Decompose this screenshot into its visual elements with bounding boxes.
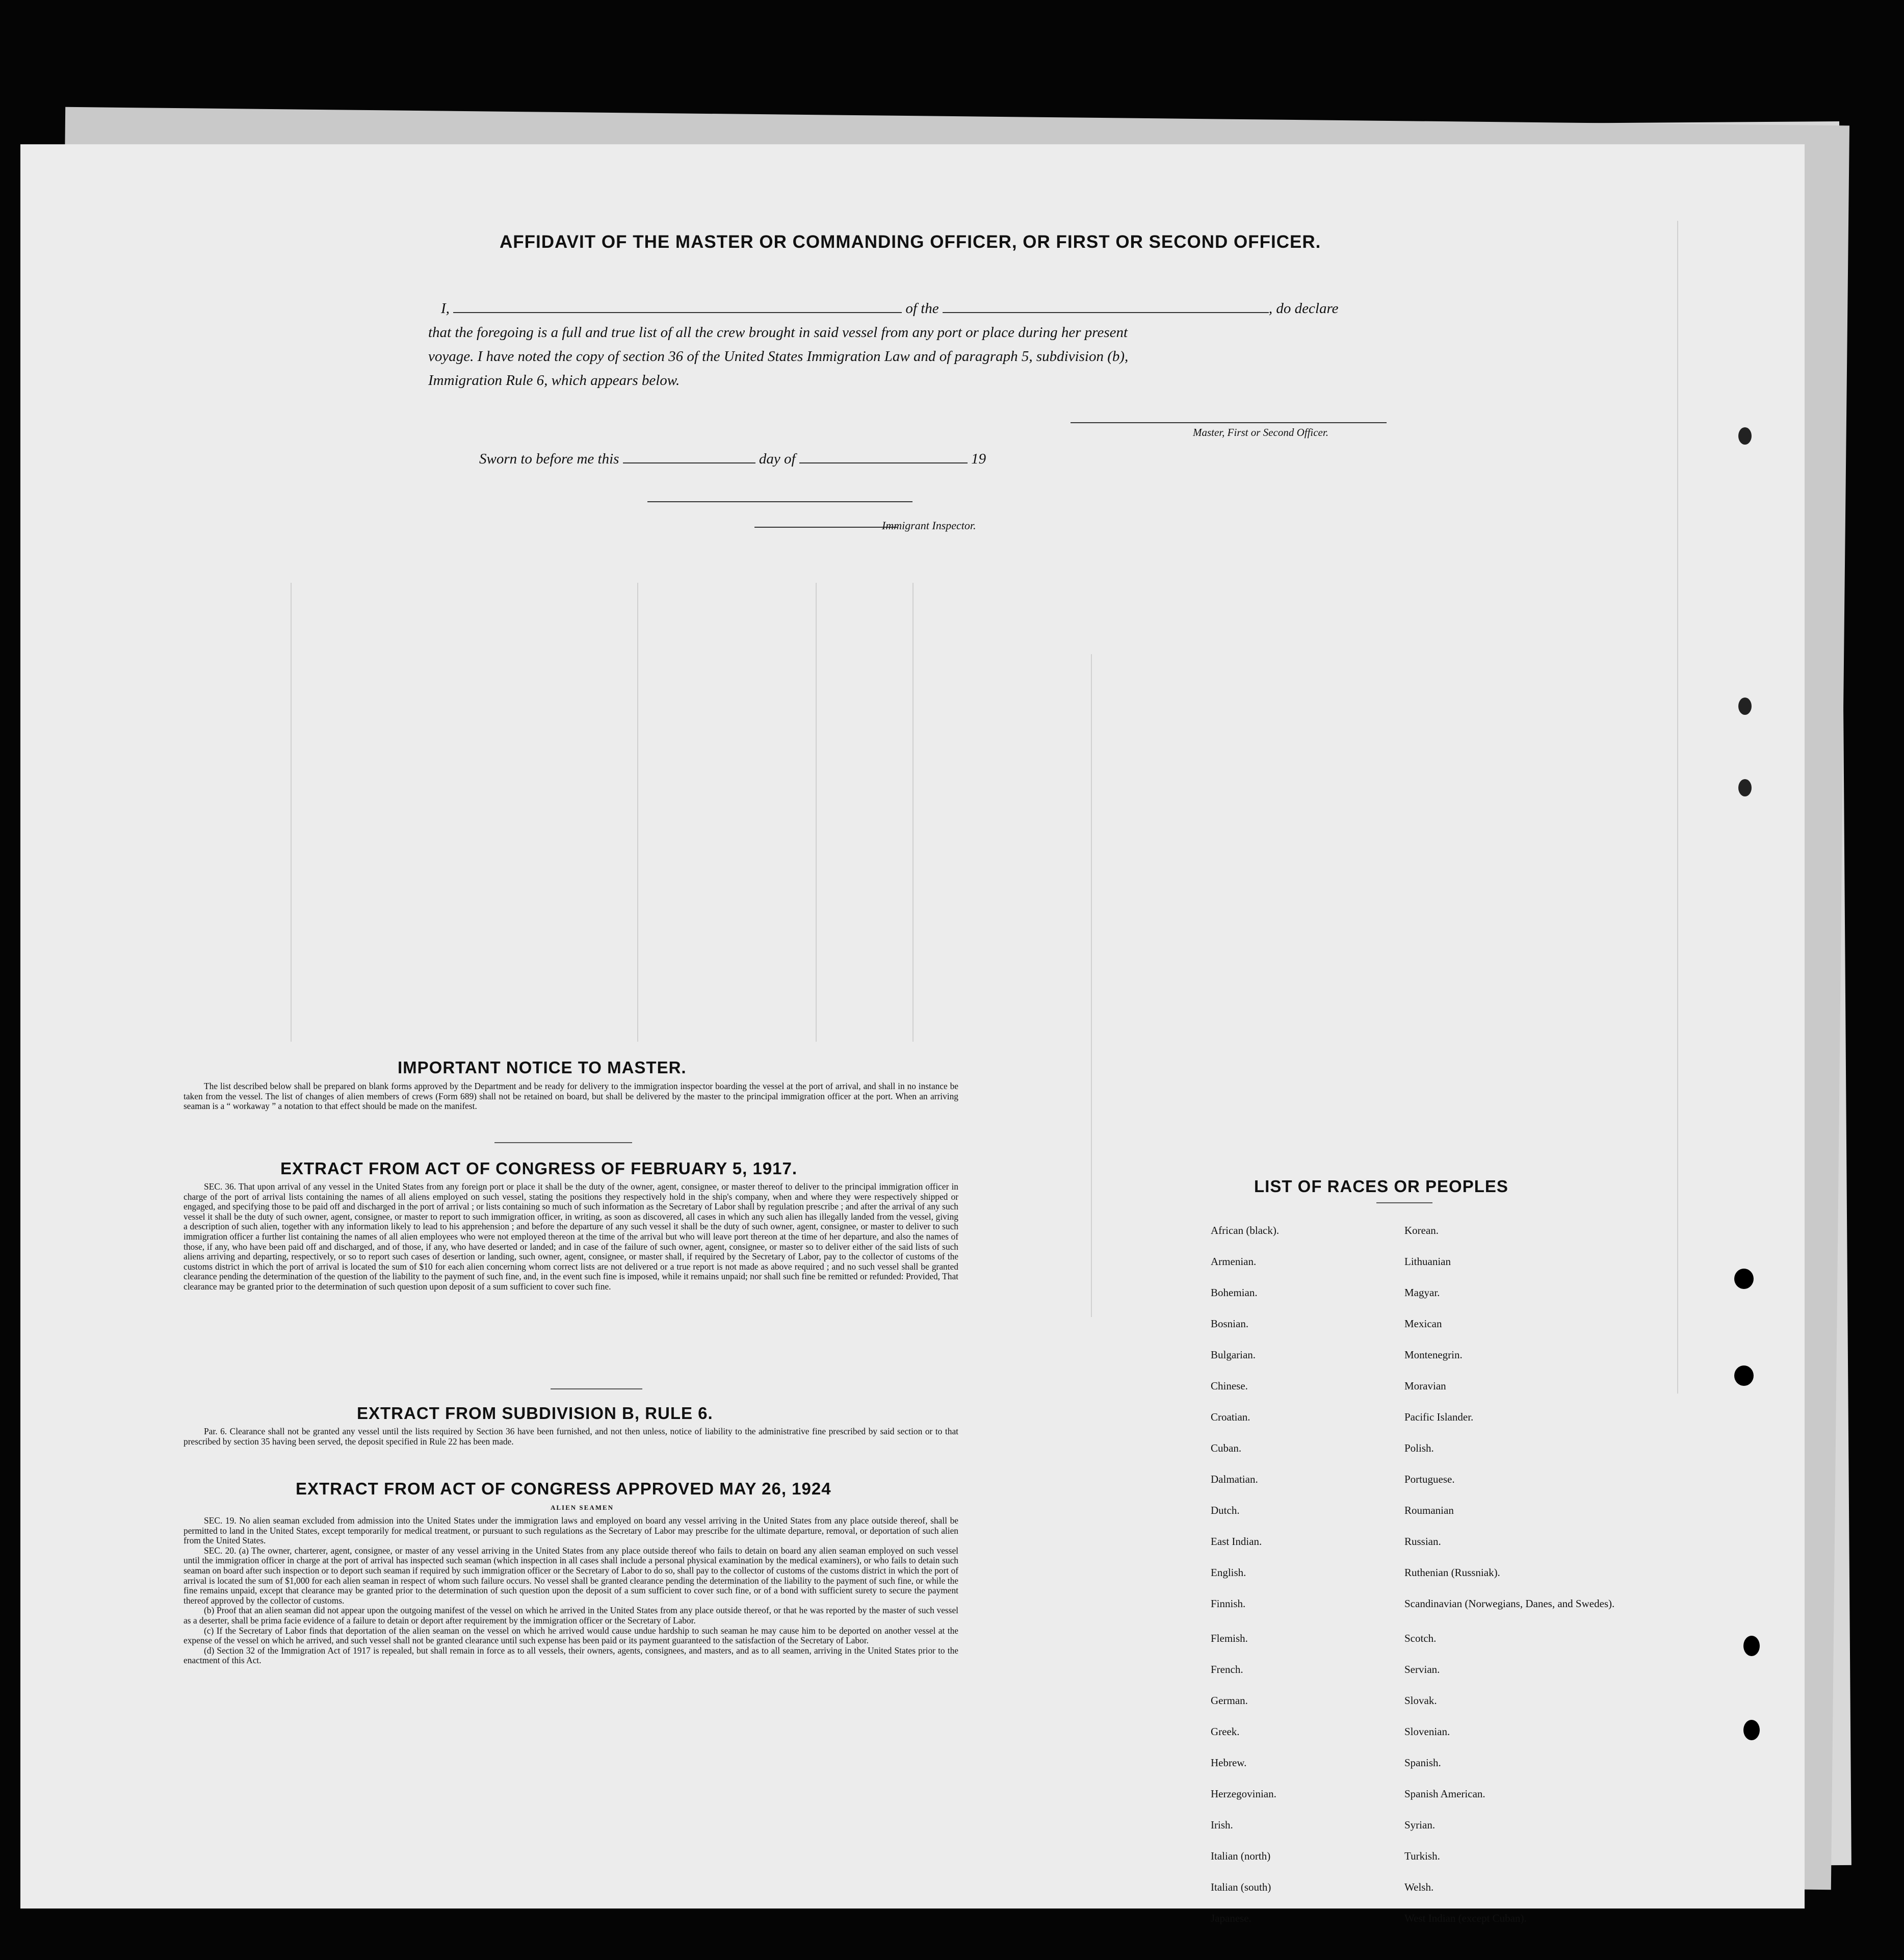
race-item: Dalmatian. (1211, 1473, 1258, 1485)
declaration-text-line-2: that the foregoing is a full and true list of all the crew brought in said vessel from any port or place during her present (428, 324, 1128, 341)
race-item: Flemish. (1211, 1632, 1248, 1644)
sec-20c-paragraph: (c) If the Secretary of Labor finds that deportation of the alien seaman on the vessel on which he arrived would cause undue hardship to such seaman he may cause him to be deported on another vessel at the expense of the vessel on which he arrived, and such vessel shall not be granted clearance until such expense has been paid or its payment guaranteed to the satisfaction of the Secretary of Labor. (184, 1625, 958, 1646)
races-right-column (1404, 1224, 1619, 1943)
inspector-label: Immigrant Inspector. (882, 519, 976, 532)
race-item: Armenian. (1211, 1255, 1257, 1268)
declaration-text-line-3: voyage. I have noted the copy of section 36 of the United States Immigration Law and of paragraph 5, subdivision (b), (428, 348, 1129, 365)
rule-6-paragraph: Par. 6. Clearance shall not be granted any vessel until the lists required by Section 36 have been furnished, and not then unless, notice of liability to the administrative fine prescribed by said section or to that prescribed by section 35 having been served, the deposit specified in Rule 22 has been made. (184, 1426, 958, 1447)
binder-hole (1743, 1720, 1760, 1740)
race-item: Polish. (1404, 1442, 1434, 1454)
binder-hole (1734, 1269, 1754, 1289)
races-title: LIST OF RACES OR PEOPLES (1254, 1177, 1508, 1196)
binder-hole (1738, 779, 1752, 796)
race-item: Welsh. (1404, 1881, 1434, 1893)
race-item: Turkish. (1404, 1850, 1440, 1862)
do-declare-label: , do declare (1268, 300, 1339, 317)
declarant-prefix: I, (441, 300, 450, 317)
bleed-through-rule (1091, 654, 1092, 1317)
alien-seamen-subhead: ALIEN SEAMEN (551, 1504, 614, 1511)
declaration-line (441, 300, 1339, 317)
sworn-day-of-label: day of (759, 451, 796, 467)
sworn-prefix: Sworn to before me this (479, 451, 619, 467)
section-36-paragraph: SEC. 36. That upon arrival of any vessel in the United States from any foreign port or place it shall be the duty of the owner, agent, consignee, or master thereof to deliver to the principal immigration officer in charge of the port of arrival lists containing the names of all aliens employed on such vessel, stating the positions they respectively hold in the ship's company, when and where they were respectively shipped or engaged, and specifying those to be paid off and discharged in the port of arrival ; or lists containing so much of such information as the Secretary of Labor shall by regulation prescribe ; and after the arrival of any such vessel it shall be the duty of such owner, agent, consignee, or master to report to such immigration officer, in writing, as soon as discovered, all cases in which any such alien has illegally landed from the vessel, giving a description of such alien, together with any information likely to lead to his apprehension ; and before the departure of any such vessel it shall be the duty of such owner, agent, consignee, or master to deliver to such immigration officer a further list containing the names of all alien employees who were not employed thereon at the time of the arrival but who will leave port thereon at the time of her departure, and also the names of those, if any, who have been paid off and discharged, and of those, if any, who have deserted or landed; and in case of the failure of such owner, agent, consignee, or master so to deliver either of the said lists of such aliens arriving and departing, respectively, or so to report such cases of desertion or landing, such owner, agent, consignee, or master shall, if required by the Secretary of Labor, pay to the collector of customs of the customs district in which the port of arrival is located the sum of $10 for each alien concerning whom correct lists are not delivered or a true report is not made as above required ; and no such vessel shall be granted clearance pending the determination of the question of the liability to the payment of such fine, and, in the event such fine is imposed, while it remains unpaid; nor shall such fine be remitted or refunded: Provided, That clearance may be granted prior to the determination of such question upon deposit of a sum sufficient to cover such fine. (184, 1181, 958, 1292)
vessel-name-field[interactable] (943, 300, 1269, 313)
race-item: Lithuanian (1404, 1255, 1451, 1268)
race-item: Irish. (1211, 1819, 1233, 1831)
binder-hole (1738, 427, 1752, 445)
race-item: Italian (north) (1211, 1850, 1271, 1862)
sworn-line (479, 450, 986, 468)
section-divider (551, 1388, 642, 1389)
race-item: Spanish. (1404, 1757, 1441, 1769)
rule-6-text (184, 1427, 958, 1447)
races-left-column (1211, 1224, 1384, 1943)
sec-20b-paragraph: (b) Proof that an alien seaman did not appear upon the outgoing manifest of the vessel on which he arrived in the United States from any place outside thereof, or that he was reported by the master of such vessel as a deserter, shall be prima facie evidence of a failure to detain or deport after requirement by the immigration officer or the Secretary of Labor. (184, 1605, 958, 1626)
inspector-signature-line[interactable] (754, 527, 897, 528)
binder-hole (1743, 1636, 1760, 1656)
race-item: Pacific Islander. (1404, 1411, 1474, 1423)
rule-6-title: EXTRACT FROM SUBDIVISION B, RULE 6. (357, 1404, 713, 1423)
race-item: Chinese. (1211, 1380, 1248, 1392)
extract-1924-text (184, 1516, 958, 1666)
of-the-label: of the (905, 300, 939, 317)
race-item: African (black). (1211, 1224, 1280, 1236)
race-item: West Indian (except Cuban). (1404, 1912, 1527, 1924)
race-item: Bulgarian. (1211, 1349, 1256, 1361)
race-item: Scandinavian (Norwegians, Danes, and Swedes). (1404, 1597, 1615, 1610)
sec-20a-paragraph: SEC. 20. (a) The owner, charterer, agent, consignee, or master of any vessel arriving in the United States from any place outside thereof who fails to detain on board any alien seaman employed on such vessel until the immigration officer in charge at the port of arrival has inspected such seaman (which inspection in all cases shall include a personal physical examination by the medical examiners), or who fails to detain such seaman on board after such inspection or to deport such seaman if required by such immigration officer or the Secretary of Labor to do so, shall pay to the collector of customs of the customs district in which the port of arrival is located the sum of $1,000 for each alien seaman in respect of whom such failure occurs. No vessel shall be granted clearance pending the determination of the liability to the payment of such fine, or while the fine remains unpaid, except that clearance may be granted prior to the determination of such question upon the deposit of a sum sufficient to cover such fine, or of a bond with sufficient surety to secure the payment thereof approved by the collector of customs. (184, 1545, 958, 1606)
race-item: Japanese. (1211, 1912, 1251, 1924)
notice-title: IMPORTANT NOTICE TO MASTER. (398, 1058, 687, 1077)
race-item: Finnish. (1211, 1597, 1246, 1610)
declaration-text-line-4: Immigration Rule 6, which appears below. (428, 372, 680, 389)
race-item: Russian. (1404, 1535, 1441, 1548)
race-item: Bosnian. (1211, 1318, 1249, 1330)
notice-paragraph: The list described below shall be prepared on blank forms approved by the Department and be ready for delivery to the immigration inspector boarding the vessel at the port of arrival, and shall in no instance be taken from the vessel. The list of changes of alien members of crews (Form 689) shall not be retained on board, but shall be delivered by the master to the principal immigration officer at the port. When an arriving seaman is a “ workaway ” a notation to that effect should be made on the manifest. (184, 1081, 958, 1112)
binder-hole (1734, 1365, 1754, 1386)
race-item: Spanish American. (1404, 1788, 1485, 1800)
inspector-signature-line-upper[interactable] (647, 501, 912, 502)
sworn-year-label: 19 (971, 451, 986, 467)
extract-1917-title: EXTRACT FROM ACT OF CONGRESS OF FEBRUARY 5, 1917. (280, 1159, 798, 1178)
affidavit-title: AFFIDAVIT OF THE MASTER OR COMMANDING OFFICER, OR FIRST OR SECOND OFFICER. (500, 232, 1321, 252)
race-item: Magyar. (1404, 1286, 1440, 1299)
sec-20d-paragraph: (d) Section 32 of the Immigration Act of 1917 is repealed, but shall remain in force as to all vessels, their owners, agents, consignees, and masters, and as to all seamen, arriving in the United States prior to the enactment of this Act. (184, 1645, 958, 1666)
race-item: German. (1211, 1694, 1248, 1707)
race-item: Slovenian. (1404, 1725, 1450, 1738)
race-item: Portuguese. (1404, 1473, 1455, 1485)
race-item: Cuban. (1211, 1442, 1242, 1454)
binder-hole (1738, 698, 1752, 715)
race-item: Slovak. (1404, 1694, 1437, 1707)
race-item: Croatian. (1211, 1411, 1250, 1423)
race-item: Moravian (1404, 1380, 1446, 1392)
sworn-day-field[interactable] (623, 450, 755, 463)
bleed-through-rule (637, 583, 638, 1042)
bleed-through-rule (912, 583, 914, 1042)
race-item: Servian. (1404, 1663, 1440, 1675)
race-item: Bohemian. (1211, 1286, 1258, 1299)
race-item: English. (1211, 1566, 1246, 1579)
race-item: French. (1211, 1663, 1243, 1675)
master-signature-line[interactable] (1071, 422, 1387, 423)
race-item: Mexican (1404, 1318, 1442, 1330)
race-item: Korean. (1404, 1224, 1439, 1236)
race-item: East Indian. (1211, 1535, 1262, 1548)
race-item: Italian (south) (1211, 1881, 1271, 1893)
section-divider (494, 1142, 632, 1143)
notice-text (184, 1081, 958, 1112)
bleed-through-rule (816, 583, 817, 1042)
extract-1924-title: EXTRACT FROM ACT OF CONGRESS APPROVED MAY 26, 1924 (296, 1479, 831, 1498)
declarant-name-field[interactable] (453, 300, 902, 313)
sec-19-paragraph: SEC. 19. No alien seaman excluded from admission into the United States under the immigration laws and employed on board any vessel arriving in the United States from any place outside thereof, shall be permitted to land in the United States, except temporarily for medical treatment, or pursuant to such regulations as the Secretary of Labor may prescribe for the ultimate departure, removal, or deportation of such alien from the United States. (184, 1515, 958, 1546)
race-item: Syrian. (1404, 1819, 1436, 1831)
race-item: Dutch. (1211, 1504, 1240, 1516)
race-item: Greek. (1211, 1725, 1240, 1738)
races-title-underline (1376, 1202, 1432, 1203)
sworn-month-field[interactable] (799, 450, 968, 463)
race-item: Herzegovinian. (1211, 1788, 1276, 1800)
manifest-page (20, 144, 1805, 1924)
race-item: Montenegrin. (1404, 1349, 1463, 1361)
race-item: Roumanian (1404, 1504, 1454, 1516)
race-item: Scotch. (1404, 1632, 1437, 1644)
bleed-through-rule (1677, 221, 1678, 1394)
bleed-through-rule (291, 583, 292, 1042)
master-signature-label: Master, First or Second Officer. (1193, 426, 1328, 439)
race-item: Ruthenian (Russniak). (1404, 1566, 1500, 1579)
race-item: Hebrew. (1211, 1757, 1247, 1769)
extract-1917-text (184, 1182, 958, 1292)
